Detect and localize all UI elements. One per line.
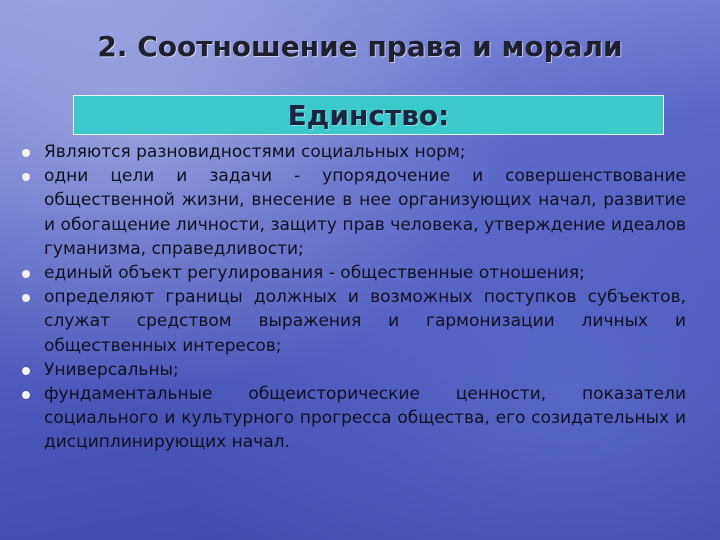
bullet-dot-icon [22, 173, 30, 181]
bullet-list [22, 140, 686, 455]
bullet-dot-icon [22, 294, 30, 302]
bullet-item [22, 140, 686, 164]
bullet-text: единый объект регулирования - общественные отношения; [44, 263, 585, 284]
subtitle-text: Единство: [287, 98, 450, 132]
slide-title: 2. Соотношение права и морали [97, 30, 623, 63]
bullet-dot-icon [22, 149, 30, 157]
bullet-dot-icon [22, 391, 30, 399]
bullet-item [22, 285, 686, 358]
bullet-text: определяют границы должных и возможных поступков субъектов, служат средством выражения и гармонизации личных и общественных интересов; [44, 287, 686, 356]
subtitle-box [73, 95, 664, 135]
bullet-dot-icon [22, 270, 30, 278]
bullet-item [22, 164, 686, 261]
bullet-item [22, 261, 686, 285]
bullet-dot-icon [22, 367, 30, 375]
bullet-item [22, 382, 686, 455]
bullet-text: фундаментальные общеисторические ценности, показатели социального и культурного прогресса общества, его созидательных и дисциплинирующих начал. [44, 384, 686, 453]
bullet-text: одни цели и задачи - упорядочение и совершенствование общественной жизни, внесение в нее организующих начал, развитие и обогащение личности, защиту прав человека, утверждение идеалов гуманизма, справедливости; [44, 166, 686, 259]
bullet-text: Являются разновидностями социальных норм; [44, 142, 466, 162]
bullet-item [22, 358, 686, 382]
bullet-text: Универсальны; [44, 359, 179, 380]
